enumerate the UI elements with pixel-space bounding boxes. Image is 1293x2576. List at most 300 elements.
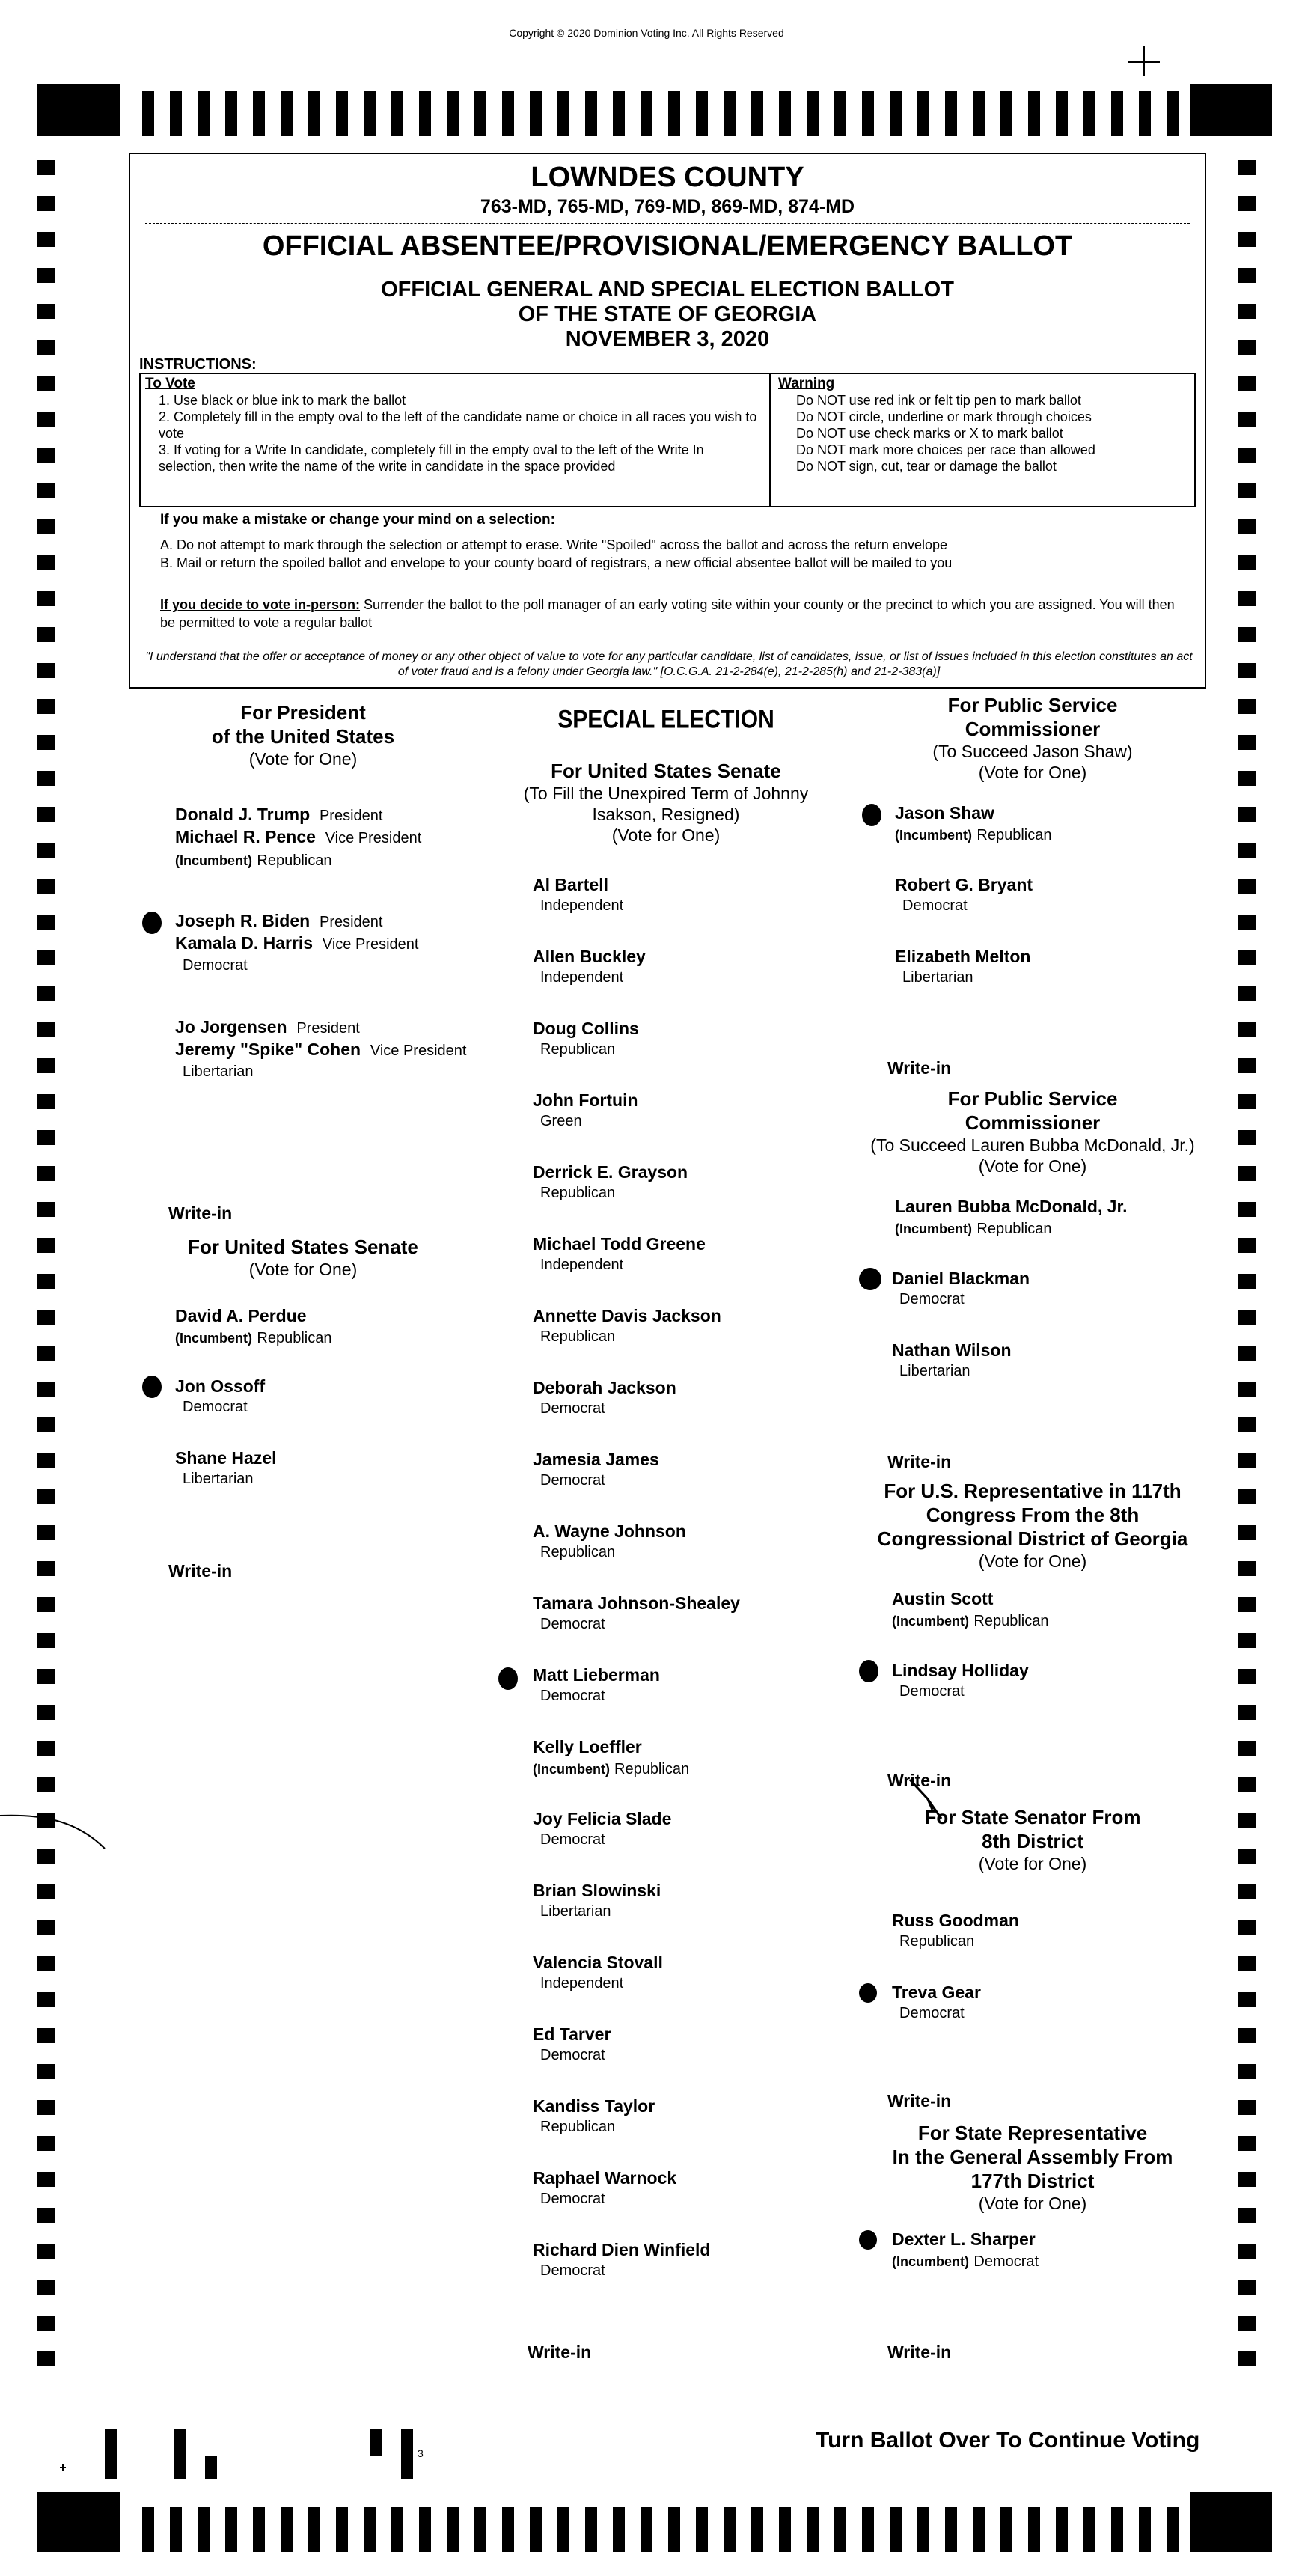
race-subtitle: Isakson, Resigned) [592, 805, 740, 824]
side-mark [1238, 699, 1256, 714]
candidate-special-senate[interactable] [533, 1736, 689, 1780]
side-mark [1238, 1884, 1256, 1899]
side-mark [1238, 1058, 1256, 1073]
timing-tick [1028, 2507, 1040, 2552]
side-mark [1238, 986, 1256, 1001]
side-mark [37, 160, 55, 175]
side-mark [37, 1346, 55, 1361]
candidate-name: Jeremy "Spike" Cohen [175, 1040, 361, 1059]
side-mark [37, 1669, 55, 1684]
side-mark [37, 304, 55, 319]
side-mark [37, 1022, 55, 1037]
vote-for-one: (Vote for One) [978, 1156, 1087, 1176]
vote-for-one: (Vote for One) [611, 825, 721, 845]
write-in-us-rep[interactable]: Write-in [887, 1771, 952, 1790]
race-psc2-header [846, 1087, 1220, 1176]
candidate-special-senate[interactable] [533, 2096, 655, 2137]
timing-tick [474, 91, 486, 136]
candidate-special-senate[interactable] [533, 1162, 688, 1203]
timing-tick [862, 2507, 874, 2552]
timing-tick [751, 2507, 763, 2552]
timing-tick [641, 91, 652, 136]
election-title [130, 278, 1205, 352]
side-mark [1238, 663, 1256, 678]
party-label: Republican [899, 1933, 975, 1950]
filled-oval[interactable] [859, 1983, 877, 2003]
to-vote-steps [159, 392, 757, 474]
candidate-role: President [296, 1020, 360, 1037]
party-label: Democrat [540, 2262, 605, 2279]
filled-oval[interactable] [498, 1667, 518, 1690]
candidate-name: Derrick E. Grayson [533, 1162, 688, 1182]
candidate-special-senate[interactable] [533, 874, 623, 916]
timing-block [1190, 2492, 1272, 2552]
filled-oval[interactable] [862, 804, 881, 826]
side-mark [1238, 771, 1256, 786]
side-mark [1238, 1382, 1256, 1397]
side-mark [1238, 376, 1256, 391]
candidate-name: Al Bartell [533, 875, 608, 894]
candidate-role: Vice President [325, 830, 422, 846]
candidate-special-senate[interactable] [533, 1377, 676, 1419]
warning-3: Do NOT use check marks or X to mark ballot [796, 426, 1063, 441]
race-us-rep-header [846, 1479, 1220, 1572]
race-subtitle: (To Fill the Unexpired Term of Johnny [523, 784, 809, 803]
race-subtitle: (To Succeed Jason Shaw) [932, 742, 1133, 761]
side-mark [1238, 735, 1256, 750]
vote-for-one: (Vote for One) [978, 2194, 1087, 2213]
side-mark [37, 950, 55, 965]
candidate-special-senate[interactable] [533, 1880, 661, 1922]
party-label: Democrat [540, 1400, 605, 1417]
timing-tick [308, 91, 320, 136]
candidate-sharper[interactable] [892, 2229, 1039, 2272]
timing-tick [807, 91, 819, 136]
side-mark [1238, 950, 1256, 965]
side-mark [1238, 1346, 1256, 1361]
side-mark [1238, 1633, 1256, 1648]
side-mark [1238, 2172, 1256, 2187]
timing-block [37, 2492, 120, 2552]
party-label: Independent [540, 969, 624, 986]
race-title: For Public Service [947, 1087, 1118, 1110]
candidate-special-senate[interactable] [533, 1664, 660, 1706]
incumbent-label: (Incumbent) [175, 1331, 252, 1346]
side-mark [37, 1920, 55, 1935]
party-label: Republican [540, 2119, 616, 2135]
timing-tick [391, 91, 403, 136]
side-mark [1238, 160, 1256, 175]
candidate-biden-harris[interactable] [175, 910, 418, 976]
timing-tick [945, 2507, 957, 2552]
side-mark [1238, 627, 1256, 642]
timing-tick [336, 91, 348, 136]
candidate-name: Jo Jorgensen [175, 1017, 287, 1037]
timing-tick [945, 91, 957, 136]
side-mark [37, 2244, 55, 2259]
warning-heading: Warning [778, 376, 835, 391]
special-election-header [479, 707, 853, 733]
timing-tick [724, 91, 736, 136]
side-mark [37, 2064, 55, 2079]
warning-2: Do NOT circle, underline or mark through choices [796, 409, 1092, 424]
race-subtitle: (To Succeed Lauren Bubba McDonald, Jr.) [870, 1135, 1195, 1155]
party-label: Independent [540, 897, 624, 914]
side-mark [37, 1382, 55, 1397]
candidate-jorgensen-cohen[interactable] [175, 1016, 466, 1082]
timing-tick [973, 91, 985, 136]
candidate-hazel[interactable] [175, 1447, 277, 1489]
candidate-name: David A. Perdue [175, 1306, 307, 1325]
side-mark [1238, 1238, 1256, 1253]
side-mark [1238, 304, 1256, 319]
side-mark [37, 412, 55, 427]
side-mark [1238, 1849, 1256, 1864]
warning-5: Do NOT sign, cut, tear or damage the ballot [796, 459, 1057, 474]
side-mark [37, 591, 55, 606]
party-label: Republican [973, 1613, 1049, 1629]
filled-oval[interactable] [859, 1660, 878, 1682]
candidate-name: Joy Felicia Slade [533, 1809, 672, 1828]
party-label: Democrat [183, 957, 248, 974]
timing-tick [724, 2507, 736, 2552]
timing-tick [1056, 91, 1068, 136]
candidate-role: Vice President [322, 936, 419, 953]
ballot-type: OFFICIAL ABSENTEE/PROVISIONAL/EMERGENCY BALLOT [262, 231, 1073, 262]
race-title: For U.S. Representative in 117th [884, 1480, 1182, 1502]
side-mark [1238, 1202, 1256, 1217]
side-mark [37, 1489, 55, 1504]
candidate-name: Valencia Stovall [533, 1953, 663, 1972]
race-title: 177th District [970, 2170, 1095, 2192]
timing-tick [834, 91, 846, 136]
side-mark [1238, 268, 1256, 283]
race-title: Congress From the 8th [926, 1504, 1140, 1526]
election-line-1: OFFICIAL GENERAL AND SPECIAL ELECTION BALLOT [381, 278, 954, 302]
timing-tick [834, 2507, 846, 2552]
side-mark [37, 2028, 55, 2043]
party-label: Republican [257, 852, 332, 869]
candidate-special-senate[interactable] [533, 1018, 639, 1060]
candidate-name: Kamala D. Harris [175, 933, 314, 953]
candidate-blackman[interactable] [892, 1268, 1030, 1310]
candidate-name: Joseph R. Biden [175, 911, 311, 930]
party-label: Republican [540, 1544, 616, 1560]
candidate-ossoff[interactable] [175, 1376, 265, 1417]
race-state-rep-header [846, 2121, 1220, 2214]
candidate-name: Kelly Loeffler [533, 1737, 642, 1756]
candidate-special-senate[interactable] [533, 1449, 659, 1491]
side-mark [37, 843, 55, 858]
candidate-bryant[interactable] [895, 874, 1033, 916]
in-person-instructions [160, 596, 1193, 632]
vote-for-one: (Vote for One) [978, 763, 1087, 782]
party-label: Libertarian [899, 1363, 970, 1379]
to-vote-heading: To Vote [145, 376, 195, 391]
race-president-header [131, 701, 475, 769]
timing-tick [1167, 2507, 1179, 2552]
timing-tick [530, 2507, 542, 2552]
code-mark [174, 2429, 186, 2479]
timing-tick [751, 91, 763, 136]
stray-pen-line [0, 1796, 112, 1856]
side-mark [37, 555, 55, 570]
side-mark [37, 735, 55, 750]
party-label: Republican [976, 1221, 1052, 1237]
race-title: For State Representative [917, 2122, 1148, 2144]
timing-tick [142, 91, 154, 136]
party-label: Green [540, 1113, 582, 1129]
side-mark [37, 807, 55, 822]
candidate-name: A. Wayne Johnson [533, 1522, 686, 1541]
timing-block [37, 84, 120, 136]
timing-block [1190, 84, 1272, 136]
side-mark [37, 663, 55, 678]
timing-tick [1000, 2507, 1012, 2552]
side-mark [37, 1741, 55, 1756]
timing-tick [890, 91, 902, 136]
race-title: For President [240, 701, 366, 724]
side-mark [37, 1705, 55, 1720]
side-mark [37, 448, 55, 463]
side-mark [1238, 1453, 1256, 1468]
timing-tick [198, 2507, 210, 2552]
candidate-trump-pence[interactable] [175, 804, 421, 871]
side-mark [1238, 196, 1256, 211]
side-mark [37, 986, 55, 1001]
candidate-melton[interactable] [895, 946, 1030, 988]
timing-tick [613, 91, 625, 136]
side-mark [1238, 1166, 1256, 1181]
party-label: Libertarian [902, 969, 973, 986]
race-title: In the General Assembly From [892, 2146, 1173, 2168]
timing-tick [364, 91, 376, 136]
candidate-special-senate[interactable] [533, 946, 646, 988]
candidate-name: Doug Collins [533, 1019, 639, 1038]
timing-tick [696, 2507, 708, 2552]
timing-tick [419, 2507, 431, 2552]
candidate-special-senate[interactable] [533, 2024, 611, 2066]
side-mark [1238, 1992, 1256, 2007]
timing-tick [447, 2507, 459, 2552]
race-title: Commissioner [965, 1111, 1101, 1134]
party-label: Democrat [540, 1616, 605, 1632]
race-us-senate-header [131, 1235, 475, 1280]
side-mark [37, 1238, 55, 1253]
side-mark [1238, 412, 1256, 427]
filled-oval[interactable] [859, 1268, 881, 1290]
write-in-special-senate[interactable]: Write-in [528, 2342, 592, 2362]
side-mark [1238, 1094, 1256, 1109]
candidate-mcdonald[interactable] [895, 1196, 1128, 1239]
mistake-step-b: B. Mail or return the spoiled ballot and envelope to your county board of registrars, a new official absentee ballot will be mailed to you [160, 555, 953, 570]
side-mark [37, 1597, 55, 1612]
election-line-2: OF THE STATE OF GEORGIA [518, 302, 817, 326]
side-mark [37, 1166, 55, 1181]
candidate-name: Ed Tarver [533, 2024, 611, 2044]
side-mark [1238, 591, 1256, 606]
candidate-name: Raphael Warnock [533, 2168, 677, 2188]
side-mark [1238, 1956, 1256, 1971]
side-mark [37, 2136, 55, 2151]
write-in-psc1[interactable]: Write-in [887, 1058, 952, 1078]
fraud-oath: "I understand that the offer or acceptance of money or any other object of value to vote for any particular candidate, list of candidates, issue, or list of issues included in this election constitutes an act of voter fraud and is a felony under Georgia law." [O.C.G.A. 21-2-284(e), 21-2-285(h) and 21-2-383(a)] [145, 650, 1193, 678]
precinct-list: 763-MD, 765-MD, 769-MD, 869-MD, 874-MD [480, 196, 855, 217]
candidate-special-senate[interactable] [533, 1593, 740, 1635]
timing-tick [862, 91, 874, 136]
to-vote-step-1: 1. Use black or blue ink to mark the ballot [159, 393, 406, 408]
side-mark [1238, 2316, 1256, 2331]
vote-for-one: (Vote for One) [248, 749, 358, 769]
filled-oval[interactable] [142, 1376, 162, 1398]
candidate-scott[interactable] [892, 1588, 1048, 1632]
timing-tick [1111, 2507, 1123, 2552]
side-mark [37, 1884, 55, 1899]
side-mark [1238, 807, 1256, 822]
timing-tick [1167, 91, 1179, 136]
timing-tick [281, 2507, 293, 2552]
side-mark [37, 1633, 55, 1648]
write-in-state-senate[interactable]: Write-in [887, 2091, 952, 2110]
filled-oval[interactable] [859, 2230, 877, 2250]
party-label: Democrat [540, 1472, 605, 1489]
side-mark [37, 1525, 55, 1540]
side-mark [1238, 2351, 1256, 2366]
side-mark [37, 519, 55, 534]
party-label: Democrat [540, 1688, 605, 1704]
side-mark [37, 232, 55, 247]
election-date: NOVEMBER 3, 2020 [565, 327, 770, 351]
candidate-name: Shane Hazel [175, 1448, 277, 1468]
race-title: 8th District [982, 1830, 1083, 1852]
to-vote-step-2: 2. Completely fill in the empty oval to the left of the candidate name or choice in all races you wish to vote [159, 409, 757, 441]
in-person-text: Surrender the ballot to the poll manager of an early voting site within your county or the precinct to which you are assigned. You will then be permitted to vote a regular ballot [160, 597, 1175, 630]
county-name: LOWNDES COUNTY [531, 162, 804, 193]
candidate-holliday[interactable] [892, 1660, 1029, 1702]
timing-tick [142, 2507, 154, 2552]
timing-tick [1083, 91, 1095, 136]
side-mark [37, 483, 55, 498]
candidate-goodman[interactable] [892, 1910, 1019, 1952]
party-label: Democrat [899, 1291, 965, 1307]
party-label: Democrat [540, 2047, 605, 2063]
candidate-special-senate[interactable] [533, 1521, 686, 1563]
candidate-name: Deborah Jackson [533, 1378, 676, 1397]
candidate-name: Brian Slowinski [533, 1881, 661, 1900]
side-mark [37, 1992, 55, 2007]
party-label: Republican [540, 1185, 616, 1201]
party-label: Democrat [540, 2191, 605, 2207]
incumbent-label: (Incumbent) [175, 853, 252, 868]
candidate-name: Michael R. Pence [175, 827, 316, 846]
side-mark [1238, 1489, 1256, 1504]
party-label: Republican [540, 1041, 616, 1057]
party-label: Democrat [973, 2253, 1039, 2270]
side-mark [1238, 1274, 1256, 1289]
side-mark [37, 2100, 55, 2115]
candidate-special-senate[interactable] [533, 1233, 706, 1275]
instructions-divider [769, 374, 771, 506]
candidate-perdue[interactable] [175, 1305, 331, 1349]
timing-tick [779, 91, 791, 136]
incumbent-label: (Incumbent) [895, 1221, 972, 1236]
timing-tick [281, 91, 293, 136]
warning-1: Do NOT use red ink or felt tip pen to mark ballot [796, 393, 1081, 408]
candidate-special-senate[interactable] [533, 1305, 721, 1347]
instructions-title: INSTRUCTIONS: [139, 356, 257, 373]
write-in-president[interactable]: Write-in [168, 1203, 233, 1223]
candidate-special-senate[interactable] [533, 1090, 638, 1132]
candidate-special-senate[interactable] [533, 1952, 663, 1994]
side-mark [37, 1777, 55, 1792]
timing-tick [807, 2507, 819, 2552]
party-label: Democrat [899, 1683, 965, 1700]
candidate-name: Treva Gear [892, 1983, 981, 2002]
side-mark [1238, 555, 1256, 570]
candidate-wilson[interactable] [892, 1340, 1012, 1382]
write-in-state-rep[interactable]: Write-in [887, 2342, 952, 2362]
race-title: For Public Service [947, 694, 1118, 716]
side-mark [1238, 1813, 1256, 1828]
candidate-name: Lindsay Holliday [892, 1661, 1029, 1680]
timing-tick [890, 2507, 902, 2552]
side-mark [1238, 1561, 1256, 1576]
side-mark [1238, 2100, 1256, 2115]
side-mark [37, 1202, 55, 1217]
side-mark [1238, 1669, 1256, 1684]
registration-crosshair [1122, 46, 1167, 76]
party-label: Republican [976, 827, 1052, 843]
special-election-title: SPECIAL ELECTION [557, 705, 774, 734]
candidate-name: Dexter L. Sharper [892, 2229, 1036, 2249]
code-mark [205, 2456, 217, 2479]
candidate-name: Jon Ossoff [175, 1376, 266, 1396]
timing-tick [253, 2507, 265, 2552]
bottom-timing-marks [37, 2492, 1272, 2552]
race-psc1-header [846, 693, 1220, 783]
candidate-name: Tamara Johnson-Shealey [533, 1593, 740, 1613]
race-state-senate-header [846, 1805, 1220, 1874]
filled-oval[interactable] [142, 912, 162, 934]
candidate-name: Jason Shaw [895, 803, 994, 822]
timing-tick [198, 91, 210, 136]
side-mark [37, 2172, 55, 2187]
side-mark [1238, 1525, 1256, 1540]
candidate-gear[interactable] [892, 1982, 981, 2024]
party-label: Democrat [902, 897, 968, 914]
write-in-psc2[interactable]: Write-in [887, 1452, 952, 1471]
candidate-name: Lauren Bubba McDonald, Jr. [895, 1197, 1128, 1216]
code-mark-number: 3 [418, 2447, 424, 2459]
candidate-shaw[interactable] [895, 802, 1051, 846]
code-mark [370, 2429, 382, 2456]
code-mark [401, 2429, 413, 2479]
candidate-special-senate[interactable] [533, 1808, 671, 1850]
candidate-role: President [319, 914, 383, 930]
side-mark [37, 376, 55, 391]
timing-tick [1111, 91, 1123, 136]
write-in-us-senate[interactable]: Write-in [168, 1561, 233, 1581]
instructions-box [139, 373, 1196, 507]
party-label: Libertarian [183, 1471, 254, 1487]
candidate-special-senate[interactable] [533, 2167, 676, 2209]
candidate-name: John Fortuin [533, 1090, 638, 1110]
timing-tick [1139, 2507, 1151, 2552]
incumbent-label: (Incumbent) [892, 1614, 969, 1629]
candidate-special-senate[interactable] [533, 2239, 710, 2281]
timing-tick [336, 2507, 348, 2552]
race-title: Congressional District of Georgia [877, 1527, 1188, 1550]
